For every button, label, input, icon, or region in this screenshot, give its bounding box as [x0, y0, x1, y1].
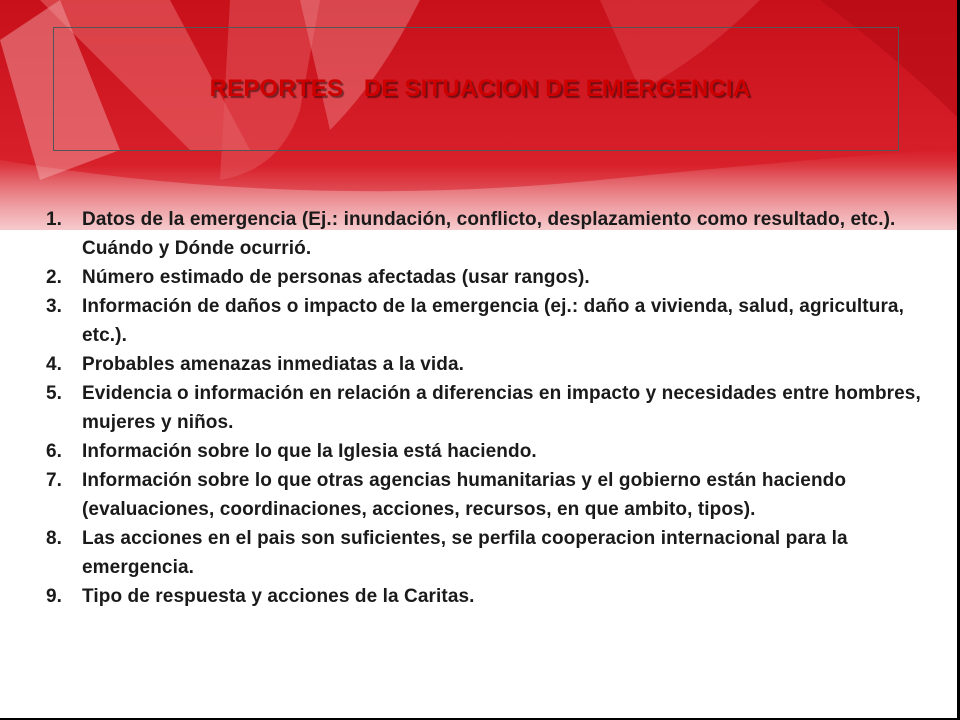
list-item [46, 582, 926, 611]
item-number: 7. [46, 470, 63, 491]
item-text: Número estimado de personas afectadas (usar rangos). [82, 267, 590, 288]
item-number: 5. [46, 383, 63, 404]
list-item [46, 350, 926, 379]
item-number: 3. [46, 296, 63, 317]
item-text: Las acciones en el pais son suficientes, se perfila cooperacion internacional para la emergencia. [82, 528, 848, 578]
list-item [46, 524, 926, 582]
list-item [46, 437, 926, 466]
item-number: 6. [46, 441, 63, 462]
item-text: Tipo de respuesta y acciones de la Caritas. [82, 586, 475, 607]
report-items-list [46, 205, 926, 611]
item-number: 1. [46, 209, 63, 230]
item-text: Información de daños o impacto de la emergencia (ej.: daño a vivienda, salud, agricultura, etc.). [82, 296, 904, 346]
item-number: 9. [46, 586, 63, 607]
list-item [46, 205, 926, 263]
list-item [46, 292, 926, 350]
item-text: Información sobre lo que otras agencias humanitarias y el gobierno están haciendo (evaluaciones, coordinaciones, acciones, recursos, en que ambito, tipos). [82, 470, 847, 520]
item-number: 8. [46, 528, 63, 549]
item-text: Probables amenazas inmediatas a la vida. [82, 354, 465, 375]
item-number: 4. [46, 354, 63, 375]
item-text: Información sobre lo que la Iglesia está haciendo. [82, 441, 537, 462]
list-item [46, 379, 926, 437]
item-text: Datos de la emergencia (Ej.: inundación, conflicto, desplazamiento como resultado, etc.). Cuándo y Dónde ocurrió. [82, 209, 896, 259]
slide-title: REPORTES DE SITUACION DE EMERGENCIA [209, 75, 751, 102]
list-item [46, 466, 926, 524]
list-item [46, 263, 926, 292]
item-number: 2. [46, 267, 63, 288]
item-text: Evidencia o información en relación a diferencias en impacto y necesidades entre hombres, mujeres y niños. [82, 383, 921, 433]
